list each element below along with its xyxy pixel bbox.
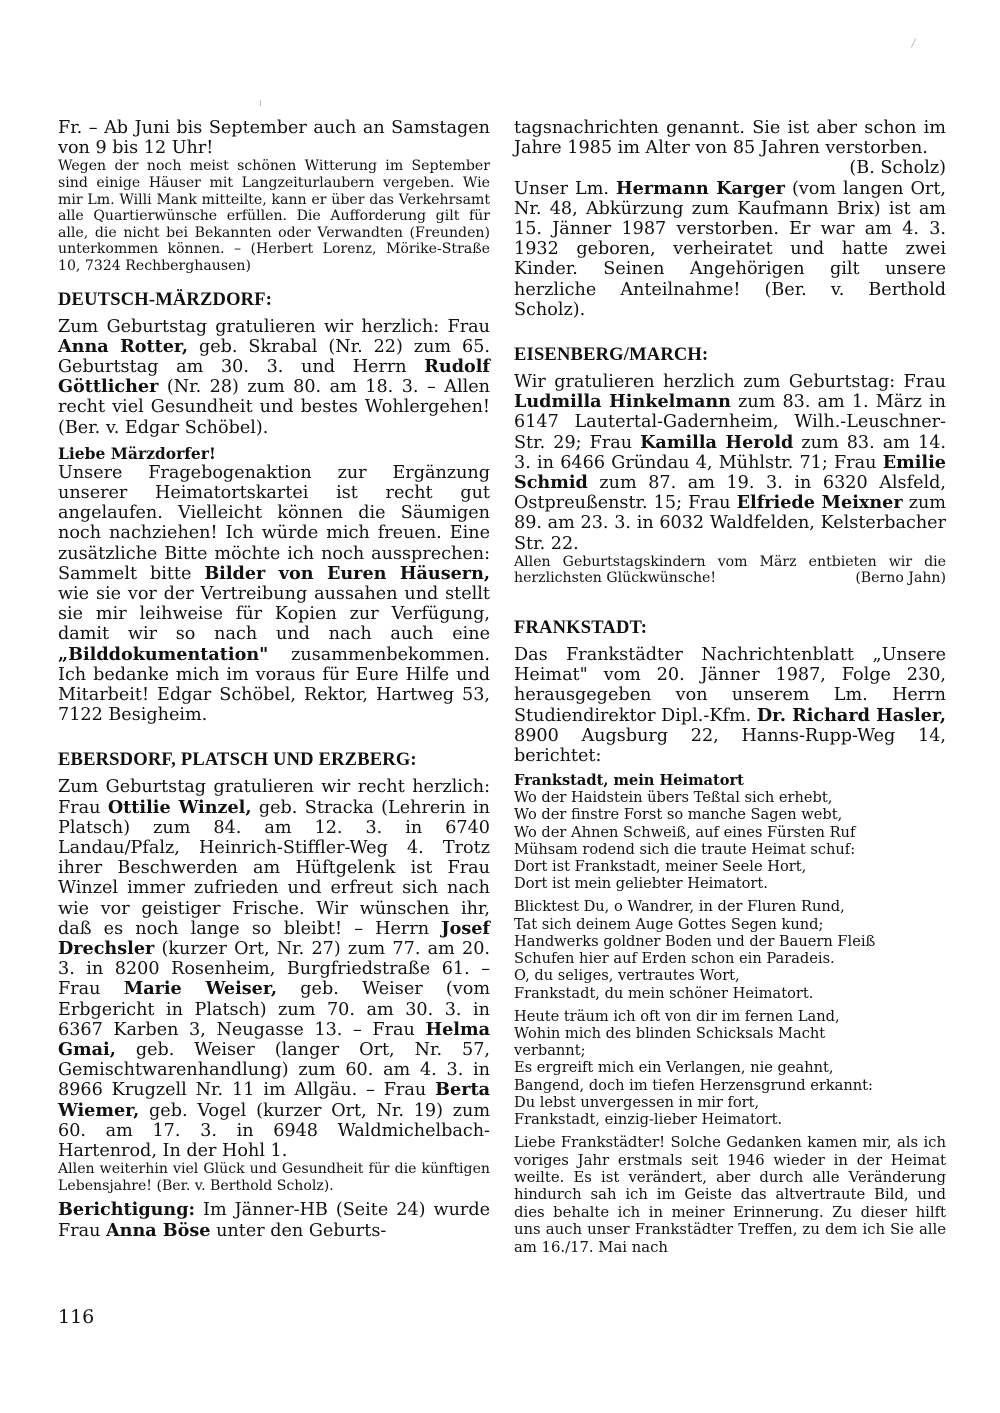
scan-mark <box>260 100 261 106</box>
text-run: Unser Lm. <box>514 178 616 199</box>
ebersdorf-birthday-paragraph <box>58 777 490 1161</box>
poem-line: Handwerks goldner Boden und der Bauern Fleiß <box>514 932 876 950</box>
obituary-paragraph <box>514 179 946 320</box>
correction-paragraph <box>58 1200 490 1240</box>
text-run: wie sie vor der Vertreibung aussahen und stellt sie mir leihweise für Kopien zur Verfügung, damit wir so nach und nach auch eine <box>58 584 490 645</box>
scan-mark <box>911 38 916 47</box>
intro-note: Wegen der noch meist schönen Witterung im September sind einige Häuser mit Langzeiturlaubern vergeben. Wie mir Lm. Willi Mank mitteilte, kann er über das Verkehrsamt alle Quartierwünsche erfüllen. Die Aufforderung gilt für alle, die nicht bei Bekannten oder Verwandten (Freunden) unterkommen können. – (Herbert Lorenz, Mörike-Straße 10, 7324 Rechberghausen) <box>58 158 490 274</box>
poem-line: Es ergreift mich ein Verlangen, nie geahnt, <box>514 1059 834 1077</box>
left-column <box>58 118 490 1241</box>
text-run: zusammenbekommen. Ich bedanke mich im voraus für Eure Hilfe und Mitarbeit! Edgar Schöbel, Rektor, Hartweg 53, 7122 Besigheim. <box>58 644 490 726</box>
person-name: Josef Drechsler <box>58 917 490 960</box>
emphasis: Bilder von Euren Häusern, <box>204 562 490 584</box>
poem-stanza-3 <box>514 1008 946 1128</box>
eisenberg-birthday-paragraph <box>514 372 946 554</box>
text-run: geb. Skrabal (Nr. 22) zum 65. Geburtstag am 30. 3. und Herrn <box>58 336 490 377</box>
section-heading-eisenberg: EISENBERG/MARCH: <box>514 345 709 366</box>
poem-line: Heute träum ich oft von dir im fernen Land, <box>514 1007 840 1025</box>
person-name: Hermann Karger <box>615 177 785 199</box>
text-run: zum 83. am 1. März in 6147 Lautertal-Gadernheim, Wilh.-Leuschner-Str. 29; Frau <box>514 392 947 453</box>
poem-line: verbannt; <box>514 1042 586 1060</box>
person-name: Marie Weiser, <box>123 978 277 1000</box>
text-run: geb. Vogel (kurzer Ort, Nr. 19) zum 60. am 17. 3. in 6948 Waldmichelbach-Hartenrod, In der Hohl 1. <box>58 1100 490 1162</box>
poem-stanza-1 <box>514 789 946 892</box>
section-heading-deutsch-maerzdorf: DEUTSCH-MÄRZDORF: <box>58 289 273 310</box>
deutsch-appeal-paragraph <box>58 463 490 726</box>
text-run: Zum Geburtstag gratulieren wir recht herzlich: Frau <box>58 777 490 818</box>
intro-paragraph: Fr. – Ab Juni bis September auch an Samstagen von 9 bis 12 Uhr! <box>58 118 490 159</box>
poem-line: Bangend, doch im tiefen Herzensgrund erkannt: <box>514 1076 873 1094</box>
text-run: Wir gratulieren herzlich zum Geburtstag: Frau <box>514 372 946 393</box>
poem-line: Schufen hier auf Erden schon ein Paradeis. <box>514 950 835 968</box>
poem-line: Du lebst unvergessen in mir fort, <box>514 1093 760 1111</box>
frankstadt-closing-paragraph: Liebe Frankstädter! Solche Gedanken kamen mir, als ich voriges Jahr erstmals seit 1946 wieder in der Heimat weilte. Es ist verändert, aber durch alle Veränderung hindurch sah ich im Geiste das altvertraute Bild, und dies behalte ich in meiner Erinnerung. Zu dieser hilft uns auch unser Frankstädter Treffen, zu dem ich Sie alle am 16./17. Mai nach <box>514 1134 946 1256</box>
subheading-liebe-maerzdorfer: Liebe Märzdorfer! <box>58 443 216 463</box>
text-run: tagsnachrichten genannt. Sie ist aber schon im Jahre 1985 im Alter von 85 Jahren verstorben. <box>514 118 946 159</box>
text-run: (vom langen Ort, Nr. 48, Abkürzung zum Kaufmann Brix) ist am 15. Jänner 1987 verstorben. Er war am 4. 3. 1932 geboren, verheiratet und hatte zwei Kinder. Seinen Angehörigen gilt unsere herzliche Anteilnahme! (Ber. v. Berthold Scholz). <box>514 178 946 320</box>
text-run: geb. Weiser (vom Erbgericht in Platsch) zum 70. am 30. 3. in 6367 Karben 3, Neugasse 13. – Frau <box>58 979 491 1040</box>
person-name: Dr. Richard Hasler, <box>756 704 946 726</box>
page-number: 116 <box>58 1306 95 1328</box>
text-run: (Nr. 28) zum 80. am 18. 3. – Allen recht viel Gesundheit und bestes Wohlergehen! (Ber. v. Edgar Schöbel). <box>58 377 490 438</box>
person-name: Rudolf Göttlicher <box>58 355 490 398</box>
text-run: 8900 Augsburg 22, Hanns-Rupp-Weg 14, berichtet: <box>514 725 946 767</box>
person-name: Kamilla Herold <box>640 431 794 453</box>
person-name: Ludmilla Hinkelmann <box>514 391 731 413</box>
poem-stanza-2 <box>514 898 946 1001</box>
emphasis: „Bilddokumentation" <box>58 643 269 665</box>
section-heading-frankstadt: FRANKSTADT: <box>514 618 648 639</box>
poem-title: Frankstadt, mein Heimatort <box>514 772 744 790</box>
person-name: Helma Gmai, <box>58 1018 490 1061</box>
poem <box>514 772 946 1128</box>
text-run: geb. Stracka (Lehrerin in Platsch) zum 84. am 12. 3. in 6740 Landau/Pfalz, Heinrich-Stiffler-Weg 4. Trotz ihrer Beschwerden am Hüftgelenk ist Frau Winzel immer zufrieden und erfreut sich nach wie vor geistiger Frische. Wir wünschen ihr, daß es noch lange so bleibt! – Herrn <box>58 797 490 939</box>
text-run: zum 89. am 23. 3. in 6032 Waldfelden, Kelsterbacher Str. 22. <box>514 493 946 554</box>
person-name: Berta Wiemer, <box>58 1079 490 1121</box>
text-run: Zum Geburtstag gratulieren wir herzlich: Frau <box>58 316 490 337</box>
poem-line: Mühsam rodend sich die traute Heimat schuf: <box>514 840 856 858</box>
person-name: Anna Böse <box>106 1219 211 1241</box>
person-name: Elfriede Meixner <box>736 492 903 514</box>
deutsch-birthday-paragraph <box>58 317 490 438</box>
poem-line: Wo der finstre Forst so manche Sagen webt, <box>514 806 843 824</box>
ebersdorf-wishes: Allen weiterhin viel Glück und Gesundheit für die künftigen Lebensjahre! (Ber. v. Berthold Scholz). <box>58 1161 490 1194</box>
poem-line: Wo der Ahnen Schweiß, auf eines Fürsten Ruf <box>514 823 856 841</box>
poem-line: O, du seliges, vertrautes Wort, <box>514 967 740 985</box>
eisenberg-wishes <box>514 554 946 587</box>
text-run: zum 87. am 19. 3. in 6320 Alsfeld, Ostpreußenstr. 15; Frau <box>514 473 946 514</box>
person-name: Ottilie Winzel, <box>107 796 252 818</box>
section-heading-ebersdorf: EBERSDORF, PLATSCH UND ERZBERG: <box>58 750 417 771</box>
text-run: zum 83. am 14. 3. in 6466 Gründau 4, Mühlstr. 71; Frau <box>514 432 946 473</box>
poem-line: Dort ist Frankstadt, meiner Seele Hort, <box>514 858 807 876</box>
poem-line: Tat sich deinem Auge Gottes Segen kund; <box>514 915 824 933</box>
poem-line: Frankstadt, einzig-lieber Heimatort. <box>514 1110 783 1128</box>
frankstadt-intro-paragraph <box>514 645 946 766</box>
poem-line: Frankstadt, du mein schöner Heimatort. <box>514 984 814 1002</box>
right-column <box>514 118 946 1256</box>
text-run: geb. Weiser (langer Ort, Nr. 57, Gemischtwarenhandlung) zum 60. am 4. 3. in 8966 Krugzell Nr. 11 im Allgäu. – Frau <box>58 1040 490 1101</box>
continuation-paragraph <box>514 118 946 179</box>
person-name: Emilie Schmid <box>514 451 946 494</box>
text-run: Im Jänner-HB (Seite 24) wurde Frau <box>58 1200 490 1241</box>
person-name: Anna Rotter, <box>58 335 189 357</box>
text-run: Unsere Fragebogenaktion zur Ergänzung unserer Heimatortskartei ist recht gut angelaufen. Vielleicht können die Säumigen noch nachziehen! Ich würde mich freuen. Eine zusätzliche Bitte möchte ich noch aussprechen: Sammelt bitte <box>58 462 490 584</box>
text-run: (kurzer Ort, Nr. 27) zum 77. am 20. 3. in 8200 Rosenheim, Burgfriedstraße 61. – Frau <box>58 939 490 1000</box>
poem-line: Dort ist mein geliebter Heimatort. <box>514 875 768 893</box>
correction-label: Berichtigung: <box>58 1199 196 1221</box>
text-run: Allen Geburtstagskindern vom März entbieten wir die herzlichsten Glückwünsche! <box>514 553 946 587</box>
poem-line: Wo der Haidstein übers Teßtal sich erhebt, <box>514 789 833 807</box>
text-run: unter den Geburts- <box>210 1220 387 1241</box>
poem-line: Blicktest Du, o Wandrer, in der Fluren Rund, <box>514 898 845 916</box>
attribution: (B. Scholz) <box>849 158 946 179</box>
poem-line: Wohin mich des blinden Schicksals Macht <box>514 1024 826 1042</box>
attribution: (Berno Jahn) <box>855 570 946 587</box>
text-run: Das Frankstädter Nachrichtenblatt „Unsere Heimat" vom 20. Jänner 1987, Folge 230, herausgegeben von unserem Lm. Herrn Studiendirektor Dipl.-Kfm. <box>514 645 946 726</box>
